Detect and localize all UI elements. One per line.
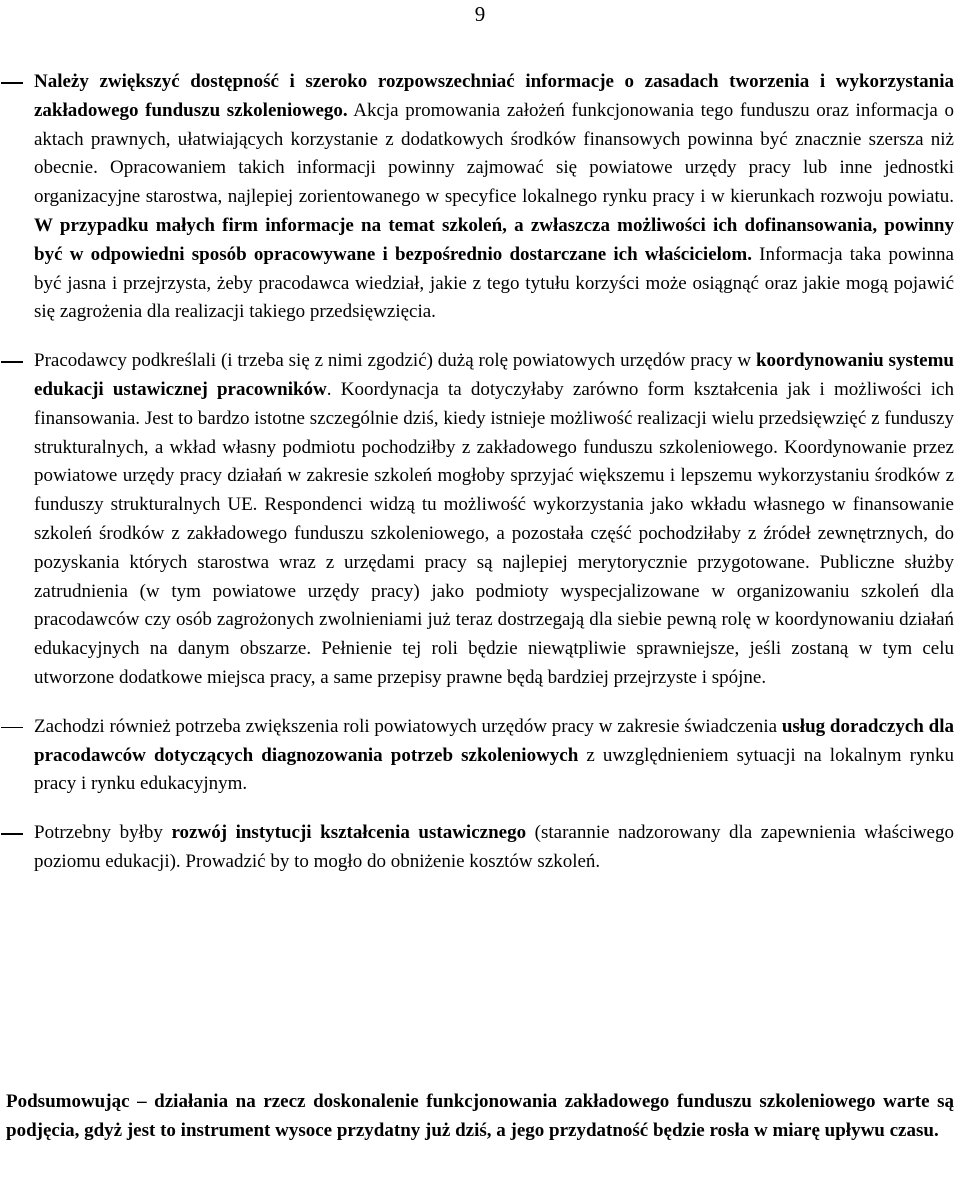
bold-segment: rozwój instytucji kształcenia ustawicznego xyxy=(171,822,527,844)
bullet-list xyxy=(34,68,954,897)
text-segment: Akcja promowania założeń funkcjonowania tego funduszu oraz informacja o aktach prawnych, ułatwiających korzystanie z dodatkowych środków finansowych powinna być znacznie szersza niż obecnie. Opracowaniem takich informacji powinny zajmować się powiatowe urzędy pracy lub inne jednostki organizacyjne starostwa, najlepiej zorientowanego w specyfice lokalnego rynku pracy i w kierunkach rozwoju powiatu. xyxy=(34,99,954,208)
bold-segment: Należy zwiększyć dostępność i szeroko rozpowszechniać informacje o zasadach tworzenia i wykorzystania zakładowego funduszu szkoleniowego. xyxy=(34,71,954,121)
bullet-paragraph xyxy=(34,713,954,799)
text-segment: . Koordynacja ta dotyczyłaby zarówno form kształcenia jak i możliwości ich finansowania. Jest to bardzo istotne szczególnie dziś, kiedy istnieje możliwość realizacji wielu przedsięwzięć z funduszy strukturalnych, a wkład własny podmiotu pochodziłby z zakładowego funduszu szkoleniowego. Koordynowanie przez powiatowe urzędy pracy działań w zakresie szkoleń mogłoby sprzyjać większemu i lepszemu wykorzystaniu środków z funduszy strukturalnych UE. Respondenci widzą tu możliwość wykorzystania jako wkładu własnego w finansowanie szkoleń środków z zakładowego funduszu szkoleniowego, a pozostała część pochodziłaby z źródeł zewnętrznych, do pozyskania których starostwa wraz z urzędami pracy są najlepiej merytorycznie przygotowane. Publiczne służby zatrudnienia (w tym powiatowe urzędy pracy) jako podmioty wyspecjalizowane w organizowaniu szkoleń dla pracodawców czy osób zagrożonych zwolnieniami już teraz dostrzegają dla siebie pewną rolę w koordynowaniu działań edukacyjnych na danym obszarze. Pełnienie tej roli będzie niewątpliwie sprawniejsze, jeśli zostaną w tym celu utworzone dodatkowe miejsca pracy, a same przepisy prawne będą bardziej przejrzyste i spójne. xyxy=(34,378,954,688)
text-segment: Potrzebny byłby xyxy=(34,822,172,844)
bold-segment: W przypadku małych firm informacje na temat szkoleń, a zwłaszcza możliwości ich dofinansowania, powinny być w odpowiedni sposób opracowywane i bezpośrednio dostarczane ich właścicielom. xyxy=(34,214,954,265)
text-segment: Informacja taka powinna być jasna i przejrzysta, żeby pracodawca wiedział, jakie z tego tytułu korzyści może osiągnąć oraz jakie mogą pojawić się zagrożenia dla realizacji takiego przedsięwzięcia. xyxy=(34,243,954,323)
dash-bullet-icon xyxy=(1,361,23,363)
dash-bullet-icon xyxy=(1,82,23,84)
bold-segment: koordynowaniu systemu edukacji ustawicznej pracowników xyxy=(34,350,954,400)
text-segment: z uwzględnieniem sytuacji na lokalnym rynku pracy i rynku edukacyjnym. xyxy=(34,744,954,795)
bullet-paragraph xyxy=(34,347,954,693)
bullet-paragraph xyxy=(34,819,954,877)
text-segment: Zachodzi również potrzeba zwiększenia roli powiatowych urzędów pracy w zakresie świadczenia xyxy=(34,715,782,737)
text-segment: Pracodawcy podkreślali (i trzeba się z nimi zgodzić) dużą rolę powiatowych urzędów pracy w xyxy=(34,350,756,372)
bold-segment: usług doradczych dla pracodawców dotyczących diagnozowania potrzeb szkoleniowych xyxy=(34,715,954,766)
dash-bullet-icon xyxy=(1,833,23,835)
page-number: 9 xyxy=(474,2,486,26)
bullet-paragraph xyxy=(34,68,954,327)
summary-paragraph: Podsumowując – działania na rzecz doskonalenie funkcjonowania zakładowego funduszu szkoleniowego warte są podjęcia, gdyż jest to instrument wysoce przydatny już dziś, a jego przydatność będzie rosła w miarę upływu czasu. xyxy=(6,1091,954,1141)
text-segment: (starannie nadzorowany dla zapewnienia właściwego poziomu edukacji). Prowadzić by to mogło do obniżenie kosztów szkoleń. xyxy=(34,822,954,872)
dash-bullet-icon xyxy=(1,727,23,729)
